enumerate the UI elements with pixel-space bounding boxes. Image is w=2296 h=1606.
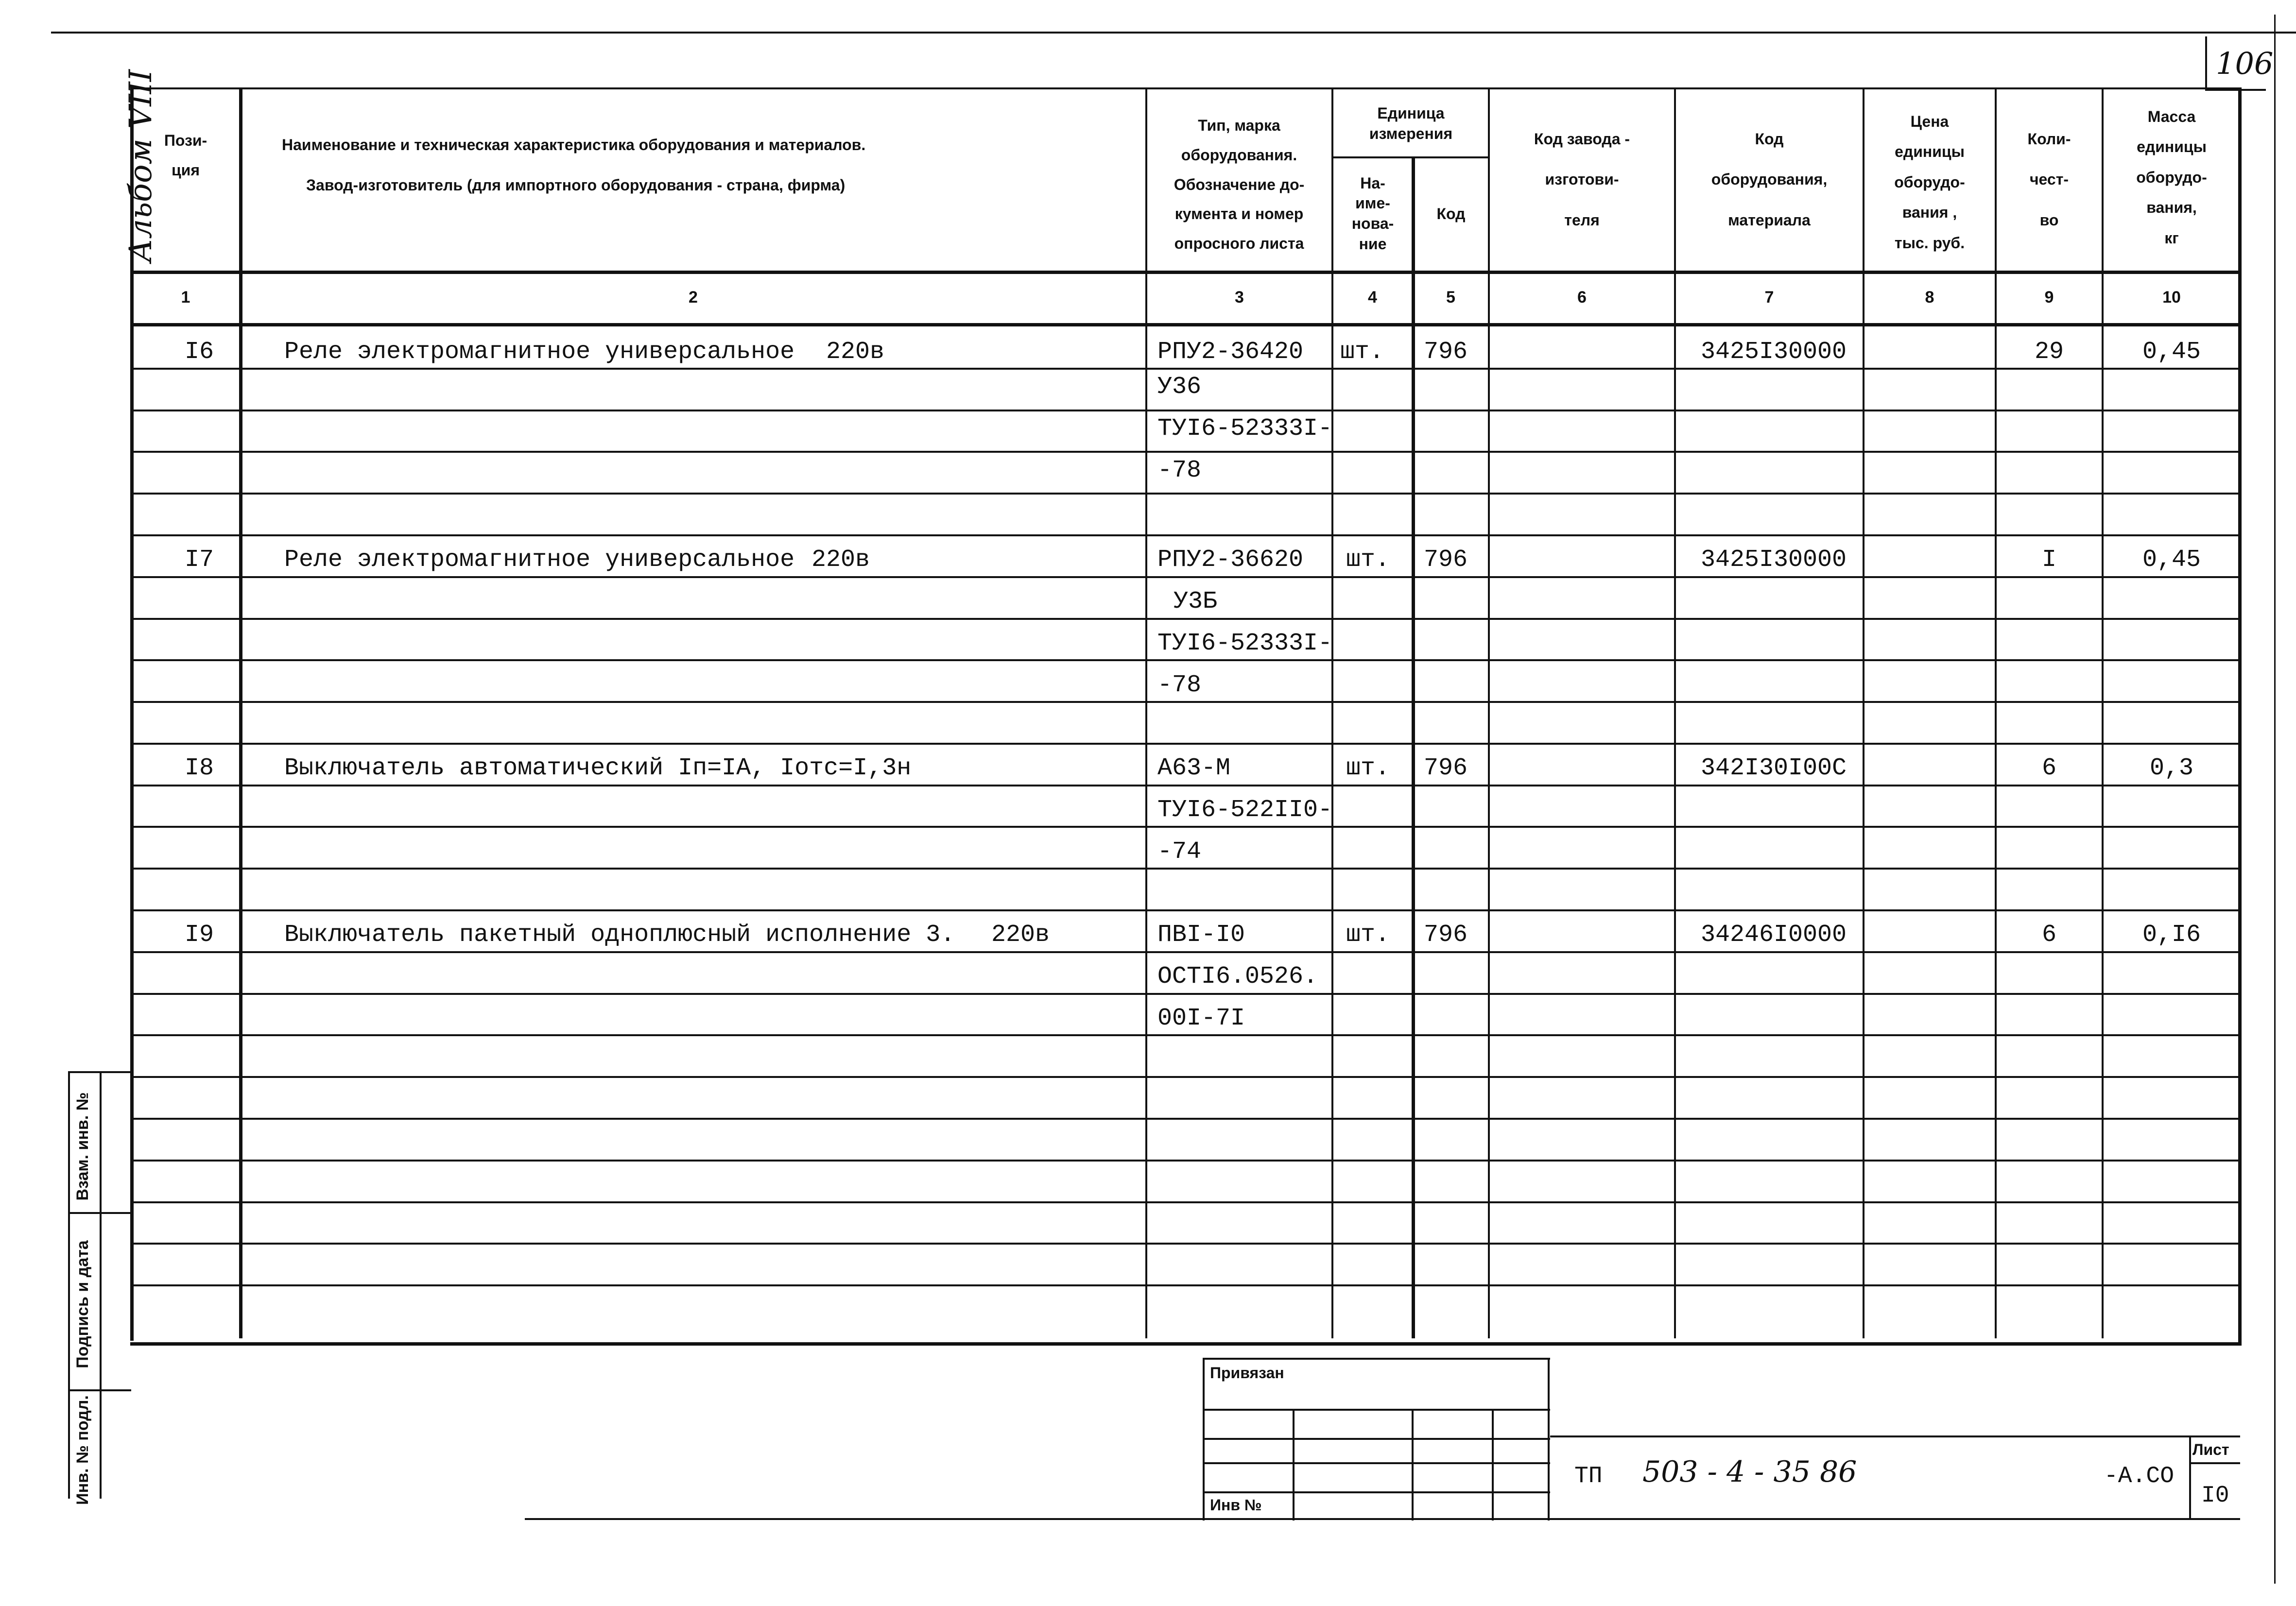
doc-number: 503 - 4 - 35 86 [1642, 1455, 1857, 1489]
colnum-1: 1 [181, 288, 190, 307]
stamp-line [1203, 1491, 1550, 1493]
unit-group-divider [1331, 156, 1488, 158]
header-col-10: Масса единицы оборудо- вания, кг [2136, 108, 2207, 247]
item-name: Выключатель автоматический Iп=IА, Iотс=I,3н [284, 754, 912, 782]
item-unit-code: 796 [1424, 754, 1468, 782]
item-voltage: 220в [811, 546, 870, 574]
row-line [132, 1243, 2240, 1245]
side-stamp-podpis-data: Подпись и дата [73, 1240, 92, 1368]
table-left-border [130, 87, 134, 1341]
side-stamp-line [68, 1071, 131, 1073]
item-position: I6 [185, 338, 214, 366]
col-divider-9 [2102, 87, 2104, 1338]
row-line [132, 534, 2240, 536]
colnum-5: 5 [1446, 288, 1455, 307]
row-line [132, 785, 2240, 786]
row-line [132, 868, 2240, 870]
stamp-vline [1548, 1358, 1550, 1521]
item-unit: шт. [1346, 546, 1390, 574]
item-unit-code: 796 [1424, 546, 1468, 574]
item-unit-code: 796 [1424, 338, 1468, 366]
row-line [132, 1118, 2240, 1120]
header-col-6: Код завода - изготови- теля [1534, 130, 1630, 229]
item-name: Выключатель пакетный одноплюсный исполнение 3. [284, 921, 955, 949]
colnum-9: 9 [2044, 288, 2054, 307]
stamp-line [1203, 1462, 1550, 1464]
sheet-number: I0 [2201, 1483, 2229, 1509]
header-col-1: Пози- ция [164, 132, 207, 179]
item-type-line: У3Б [1174, 588, 1218, 615]
title-block-rule [1550, 1435, 2240, 1437]
stamp-vline [1293, 1409, 1295, 1521]
item-unit: шт. [1346, 921, 1390, 949]
col-divider-2 [1145, 87, 1147, 1338]
item-mass: 0,45 [2142, 546, 2201, 574]
colnum-3: 3 [1235, 288, 1244, 307]
row-line [132, 1284, 2240, 1286]
item-type-line: ТУI6-52333I- [1157, 630, 1333, 657]
row-line [132, 368, 2240, 370]
item-voltage: 220в [826, 338, 885, 366]
side-stamp-inv-podl: Инв. № подл. [73, 1395, 92, 1505]
item-voltage: 220в [991, 921, 1050, 949]
row-line [132, 618, 2240, 620]
col-divider-8 [1995, 87, 1997, 1338]
side-stamp-inner-edge [100, 1071, 102, 1499]
item-type-line: РПУ2-36620 [1157, 546, 1304, 574]
item-unit-code: 796 [1424, 921, 1468, 949]
inv-no-label: Инв № [1210, 1496, 1262, 1514]
item-position: I7 [185, 546, 214, 574]
header-col-2: Наименование и техническая характеристика оборудования и материалов. Завод-изготовитель (для импортного оборудования - страна, фирма) [282, 136, 866, 194]
header-unit-group: Единица измерения [1369, 104, 1453, 142]
page-number-box-edge [2205, 36, 2207, 90]
top-rule [51, 32, 2296, 34]
item-unit: шт. [1340, 338, 1384, 366]
album-label: Альбом VIII [123, 69, 159, 262]
col-divider-1 [239, 87, 242, 1338]
colnum-bottom-border [132, 323, 2240, 326]
row-line [132, 993, 2240, 995]
item-type-line: ТУI6-52333I- [1157, 415, 1333, 443]
row-line [132, 909, 2240, 911]
item-quantity: 6 [2041, 921, 2056, 949]
row-line [132, 826, 2240, 828]
header-bottom-border [132, 271, 2240, 274]
item-equipment-code: 34246I0000 [1701, 921, 1847, 949]
colnum-10: 10 [2162, 288, 2181, 307]
item-name: Реле электромагнитное универсальное [284, 546, 795, 574]
stamp-vline [1492, 1409, 1494, 1521]
stamp-line [1203, 1409, 1550, 1411]
row-line [132, 659, 2240, 661]
item-type-line: -74 [1157, 838, 1202, 866]
stamp-vline [1412, 1409, 1414, 1521]
item-type-line: А63-М [1157, 754, 1231, 782]
stamp-line [1203, 1438, 1550, 1440]
colnum-7: 7 [1764, 288, 1774, 307]
col-divider-5 [1488, 87, 1490, 1338]
row-line [132, 576, 2240, 578]
sheet-box-edge [2189, 1435, 2191, 1518]
table-top-border [132, 87, 2240, 89]
row-line [132, 1201, 2240, 1203]
colnum-2: 2 [689, 288, 698, 307]
row-line [132, 410, 2240, 411]
doc-prefix: ТП [1574, 1463, 1603, 1489]
row-line [132, 701, 2240, 703]
header-col-5: Код [1436, 205, 1466, 222]
doc-suffix: -А.СО [2104, 1463, 2175, 1489]
col-divider-6 [1674, 87, 1676, 1338]
binding-edge [2274, 15, 2276, 1584]
sheet-label: Лист [2192, 1441, 2229, 1458]
item-position: I8 [185, 754, 214, 782]
stamp-line [1203, 1358, 1550, 1360]
colnum-8: 8 [1925, 288, 1934, 307]
colnum-4: 4 [1368, 288, 1377, 307]
col-divider-7 [1863, 87, 1864, 1338]
item-type-line: -78 [1157, 457, 1202, 484]
item-mass: 0,I6 [2142, 921, 2201, 949]
side-stamp-vzam-inv: Взам. инв. № [73, 1092, 92, 1201]
form-bottom-rule [130, 1342, 2240, 1346]
table-right-border [2238, 87, 2242, 1346]
header-col-7: Код оборудования, материала [1711, 130, 1828, 229]
header-col-3: Тип, марка оборудования. Обозначение до- кумента и номер опросного листа [1174, 117, 1305, 253]
item-mass: 0,3 [2149, 754, 2193, 782]
item-type-line: РПУ2-36420 [1157, 338, 1304, 366]
row-line [132, 451, 2240, 453]
item-quantity: 6 [2041, 754, 2056, 782]
page-number: 106 [2216, 46, 2274, 81]
row-line [132, 1076, 2240, 1078]
sheet-box-divider [2189, 1462, 2240, 1464]
header-col-8: Цена единицы оборудо- вания , тыс. руб. [1894, 113, 1965, 252]
item-equipment-code: 342I30I00С [1701, 754, 1847, 782]
item-type-line: ТУI6-522II0- [1157, 796, 1333, 824]
row-line [132, 1160, 2240, 1162]
privyazan-label: Привязан [1210, 1364, 1284, 1382]
stamp-vline [1203, 1358, 1205, 1521]
header-col-4: На- име- нова- ние [1351, 174, 1394, 253]
row-line [132, 493, 2240, 495]
item-quantity: 29 [2034, 338, 2064, 366]
item-name: Реле электромагнитное универсальное [284, 338, 795, 366]
item-type-line: ПВI-I0 [1157, 921, 1245, 949]
header-col-9: Коли- чест- во [2027, 130, 2071, 229]
col-divider-3 [1331, 87, 1333, 1338]
item-type-line: 00I-7I [1157, 1005, 1245, 1032]
item-unit: шт. [1346, 754, 1390, 782]
item-equipment-code: 3425I30000 [1701, 338, 1847, 366]
item-type-line: У36 [1157, 373, 1202, 401]
item-type-line: -78 [1157, 671, 1202, 699]
item-position: I9 [185, 921, 214, 949]
item-mass: 0,45 [2142, 338, 2201, 366]
item-quantity: I [2041, 546, 2056, 574]
item-equipment-code: 3425I30000 [1701, 546, 1847, 574]
title-block-base [525, 1518, 2240, 1520]
row-line [132, 743, 2240, 745]
row-line [132, 951, 2240, 953]
row-line [132, 1034, 2240, 1036]
item-type-line: ОСТI6.0526. [1157, 963, 1318, 991]
colnum-6: 6 [1577, 288, 1587, 307]
